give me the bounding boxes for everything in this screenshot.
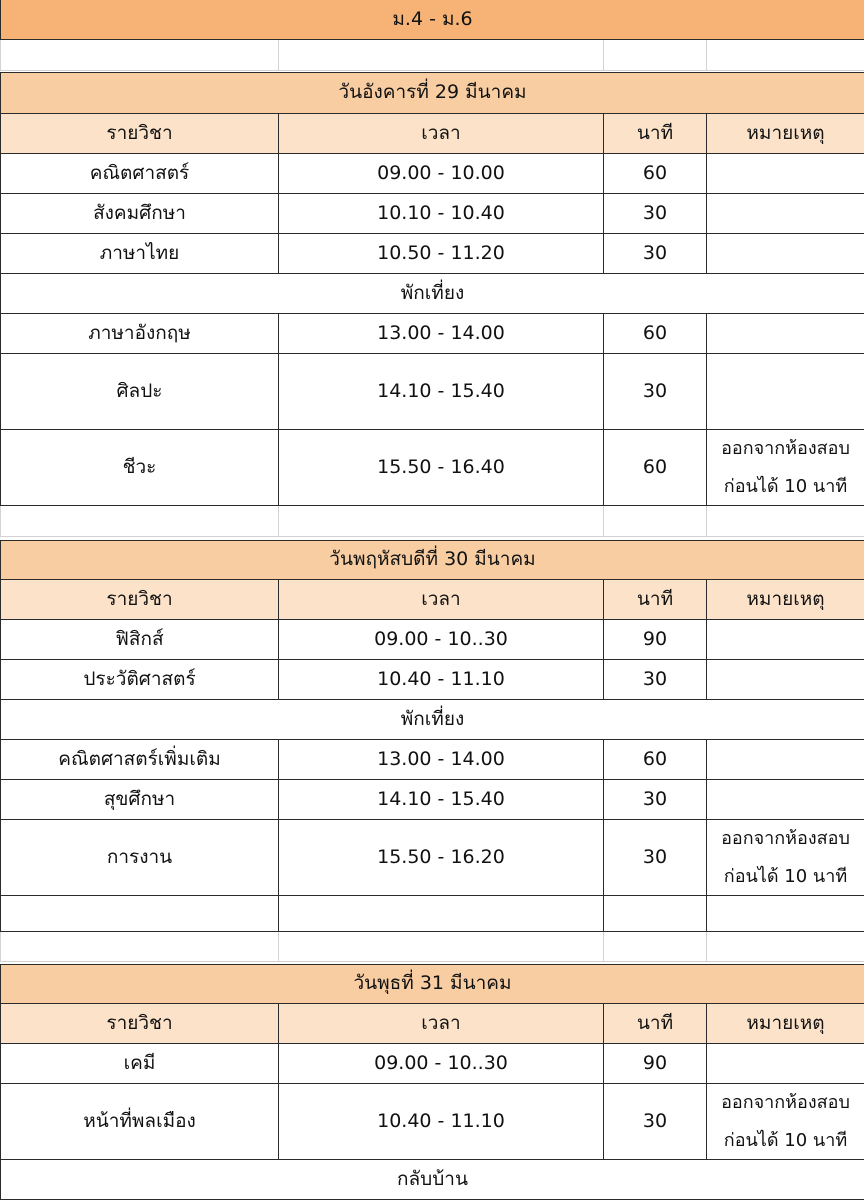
minutes-cell: 30 [604, 354, 707, 430]
note-cell [707, 234, 864, 274]
column-header: รายวิชา [0, 580, 279, 620]
time-cell: 09.00 - 10.00 [279, 154, 604, 194]
subject-cell: หน้าที่พลเมือง [0, 1084, 279, 1160]
note-cell [707, 896, 864, 932]
note-cell: ออกจากห้องสอบก่อนได้ 10 นาที [707, 1084, 864, 1160]
note-cell [707, 740, 864, 780]
note-cell: ออกจากห้องสอบก่อนได้ 10 นาที [707, 430, 864, 506]
break-label: กลับบ้าน [0, 1160, 864, 1200]
minutes-cell: 60 [604, 430, 707, 506]
time-cell: 10.40 - 11.10 [279, 660, 604, 700]
table-row [0, 1084, 864, 1160]
spacer-row [0, 40, 864, 71]
table-row [0, 820, 864, 896]
minutes-cell: 30 [604, 780, 707, 820]
column-header: เวลา [279, 1004, 604, 1044]
column-header: เวลา [279, 580, 604, 620]
table-row [0, 780, 864, 820]
empty-cell [279, 40, 604, 71]
column-header: รายวิชา [0, 1004, 279, 1044]
time-cell: 09.00 - 10..30 [279, 620, 604, 660]
time-cell: 14.10 - 15.40 [279, 780, 604, 820]
break-label: พักเที่ยง [0, 274, 864, 314]
empty-cell [604, 506, 707, 537]
empty-cell [279, 506, 604, 537]
table-row [0, 154, 864, 194]
day-header [0, 964, 864, 1004]
column-header: หมายเหตุ [707, 580, 864, 620]
subject-cell: ภาษาไทย [0, 234, 279, 274]
minutes-cell: 30 [604, 820, 707, 896]
minutes-cell: 30 [604, 234, 707, 274]
time-cell [279, 896, 604, 932]
grade-banner-title: ม.4 - ม.6 [0, 0, 864, 40]
empty-cell [279, 932, 604, 962]
table-row [0, 896, 864, 932]
note-cell [707, 620, 864, 660]
break-row [0, 274, 864, 314]
time-cell: 13.00 - 14.00 [279, 740, 604, 780]
time-cell: 15.50 - 16.40 [279, 430, 604, 506]
note-cell [707, 660, 864, 700]
empty-cell [0, 932, 279, 962]
column-header: นาที [604, 114, 707, 154]
subject-cell: คณิตศาสตร์ [0, 154, 279, 194]
note-cell [707, 154, 864, 194]
subject-cell: ประวัติศาสตร์ [0, 660, 279, 700]
minutes-cell [604, 896, 707, 932]
empty-cell [0, 506, 279, 537]
day-title: วันพฤหัสบดีที่ 30 มีนาคม [0, 540, 864, 580]
day-title: วันอังคารที่ 29 มีนาคม [0, 72, 864, 114]
note-cell [707, 314, 864, 354]
day-header [0, 540, 864, 580]
empty-cell [707, 932, 864, 962]
minutes-cell: 60 [604, 154, 707, 194]
spacer-row [0, 506, 864, 537]
break-row [0, 1160, 864, 1200]
note-cell [707, 780, 864, 820]
column-header-row [0, 114, 864, 154]
note-cell [707, 354, 864, 430]
subject-cell: ศิลปะ [0, 354, 279, 430]
time-cell: 10.50 - 11.20 [279, 234, 604, 274]
time-cell: 15.50 - 16.20 [279, 820, 604, 896]
note-cell [707, 194, 864, 234]
empty-cell [0, 40, 279, 71]
subject-cell: ภาษาอังกฤษ [0, 314, 279, 354]
subject-cell: คณิตศาสตร์เพิ่มเติม [0, 740, 279, 780]
minutes-cell: 90 [604, 1044, 707, 1084]
table-row [0, 354, 864, 430]
column-header-row [0, 1004, 864, 1044]
minutes-cell: 60 [604, 740, 707, 780]
minutes-cell: 30 [604, 1084, 707, 1160]
time-cell: 09.00 - 10..30 [279, 1044, 604, 1084]
time-cell: 10.40 - 11.10 [279, 1084, 604, 1160]
minutes-cell: 30 [604, 660, 707, 700]
minutes-cell: 60 [604, 314, 707, 354]
spacer-row [0, 932, 864, 962]
minutes-cell: 30 [604, 194, 707, 234]
empty-cell [604, 40, 707, 71]
grade-banner [0, 0, 864, 40]
break-label: พักเที่ยง [0, 700, 864, 740]
table-row [0, 430, 864, 506]
table-row [0, 314, 864, 354]
note-cell: ออกจากห้องสอบก่อนได้ 10 นาที [707, 820, 864, 896]
day-header [0, 72, 864, 114]
column-header: นาที [604, 1004, 707, 1044]
column-header: รายวิชา [0, 114, 279, 154]
subject-cell: การงาน [0, 820, 279, 896]
subject-cell: เคมี [0, 1044, 279, 1084]
time-cell: 10.10 - 10.40 [279, 194, 604, 234]
table-row [0, 234, 864, 274]
minutes-cell: 90 [604, 620, 707, 660]
empty-cell [707, 506, 864, 537]
table-row [0, 660, 864, 700]
break-row [0, 700, 864, 740]
empty-cell [604, 932, 707, 962]
table-row [0, 194, 864, 234]
column-header: หมายเหตุ [707, 114, 864, 154]
table-row [0, 1044, 864, 1084]
subject-cell: ชีวะ [0, 430, 279, 506]
subject-cell: ฟิสิกส์ [0, 620, 279, 660]
time-cell: 13.00 - 14.00 [279, 314, 604, 354]
table-row [0, 740, 864, 780]
note-cell [707, 1044, 864, 1084]
subject-cell: สุขศึกษา [0, 780, 279, 820]
column-header: เวลา [279, 114, 604, 154]
empty-cell [707, 40, 864, 71]
column-header-row [0, 580, 864, 620]
table-row [0, 620, 864, 660]
time-cell: 14.10 - 15.40 [279, 354, 604, 430]
column-header: หมายเหตุ [707, 1004, 864, 1044]
subject-cell [0, 896, 279, 932]
subject-cell: สังคมศึกษา [0, 194, 279, 234]
day-title: วันพุธที่ 31 มีนาคม [0, 964, 864, 1004]
column-header: นาที [604, 580, 707, 620]
